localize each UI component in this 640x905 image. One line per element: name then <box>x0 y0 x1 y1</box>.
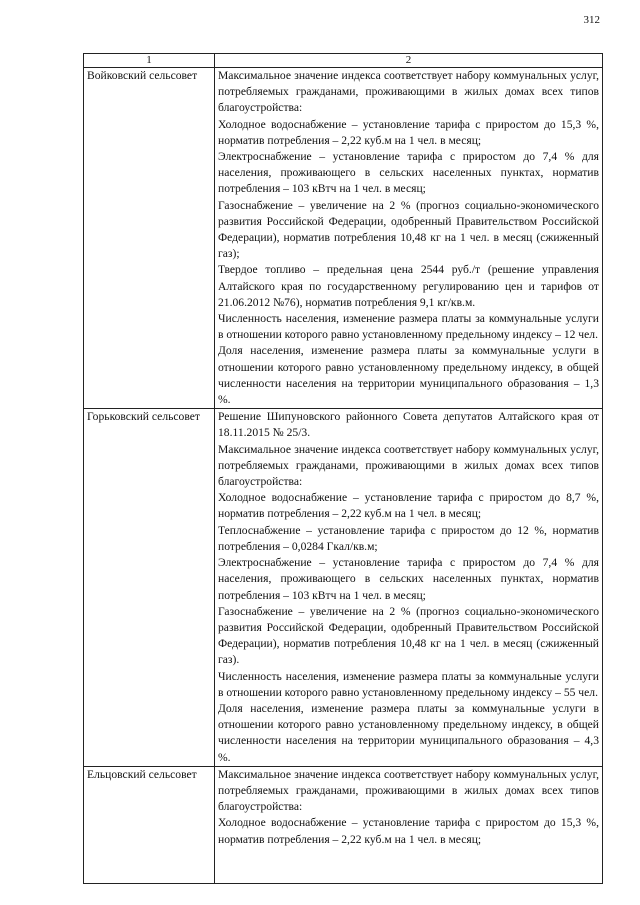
page-number: 312 <box>583 14 600 26</box>
table-row <box>84 766 603 883</box>
paragraph: Холодное водоснабжение – установление тарифа с приростом до 8,7 %, норматив потребления – 2,22 куб.м на 1 чел. в месяц; <box>218 491 599 521</box>
paragraph: Численность населения, изменение размера платы за коммунальные услуги в отношении которого равно установленному предельному индексу – 55 чел. <box>218 669 599 699</box>
paragraph: Газоснабжение – увеличение на 2 % (прогноз социально-экономического развития Российской Федерации, одобренный Правительством Российской Федерации), норматив потребления 10,48 кг на 1 чел. в месяц (сжиженный газ). <box>218 604 599 667</box>
table-row <box>84 409 603 766</box>
paragraph: Решение Шипуновского районного Совета депутатов Алтайского края от 18.11.2015 № 25/3. <box>218 410 599 440</box>
paragraph: Максимальное значение индекса соответствует набору коммунальных услуг, потребляемых гражданами, проживающими в жилых домах всех типов благоустройства: <box>218 767 599 814</box>
column-header-1: 1 <box>84 54 215 68</box>
paragraph: Теплоснабжение – установление тарифа с приростом до 12 %, норматив потребления – 0,0284 Гкал/кв.м; <box>218 523 599 553</box>
municipality-details <box>215 409 603 766</box>
paragraph: Численность населения, изменение размера платы за коммунальные услуги в отношении которого равно установленному предельному индексу – 12 чел. <box>218 312 599 342</box>
column-header-2: 2 <box>215 54 603 68</box>
paragraph: Холодное водоснабжение – установление тарифа с приростом до 15,3 %, норматив потребления – 2,22 куб.м на 1 чел. в месяц; <box>218 117 599 147</box>
document-table <box>83 53 603 884</box>
continued-cell-content <box>218 767 599 883</box>
paragraph: Максимальное значение индекса соответствует набору коммунальных услуг, потребляемых гражданами, проживающими в жилых домах всех типов благоустройства: <box>218 69 599 115</box>
municipality-name: Горьковский сельсовет <box>84 409 215 766</box>
paragraph: Электроснабжение – установление тарифа с приростом до 7,4 % для населения, проживающего в сельских населенных пунктах, норматив потребления – 103 кВтч на 1 чел. в месяц; <box>218 150 599 196</box>
paragraph: Доля населения, изменение размера платы за коммунальные услуги в отношении которого равно установленному предельному индексу, в общей численности населения на территории муниципального образования – 1,3 %. <box>218 344 599 407</box>
municipality-details <box>215 68 603 409</box>
paragraph: Доля населения, изменение размера платы за коммунальные услуги в отношении которого равно установленному предельному индексу, в общей численности населения на территории муниципального образования – 4,3 %. <box>218 701 599 764</box>
municipality-details <box>215 766 603 883</box>
paragraph: Холодное водоснабжение – установление тарифа с приростом до 15,3 %, норматив потребления – 2,22 куб.м на 1 чел. в месяц; <box>218 816 599 846</box>
paragraph: Максимальное значение индекса соответствует набору коммунальных услуг, потребляемых гражданами, проживающими в жилых домах всех типов благоустройства: <box>218 442 599 489</box>
municipality-name: Ельцовский сельсовет <box>84 766 215 883</box>
municipality-name: Войковский сельсовет <box>84 68 215 409</box>
paragraph: Электроснабжение – установление тарифа с приростом до 7,4 % для населения, проживающего в сельских населенных пунктах, норматив потребления – 103 кВтч на 1 чел. в месяц; <box>218 556 599 602</box>
table-row <box>84 68 603 409</box>
paragraph: Твердое топливо – предельная цена 2544 руб./т (решение управления Алтайского края по государственному регулированию цен и тарифов от 21.06.2012 №76), норматив потребления 9,1 кг/кв.м. <box>218 263 599 309</box>
table-header-row <box>84 54 603 68</box>
paragraph: Газоснабжение – увеличение на 2 % (прогноз социально-экономического развития Российской Федерации, одобренный Правительством Российской Федерации), норматив потребления 10,48 кг на 1 чел. в месяц (сжиженный газ); <box>218 198 599 261</box>
